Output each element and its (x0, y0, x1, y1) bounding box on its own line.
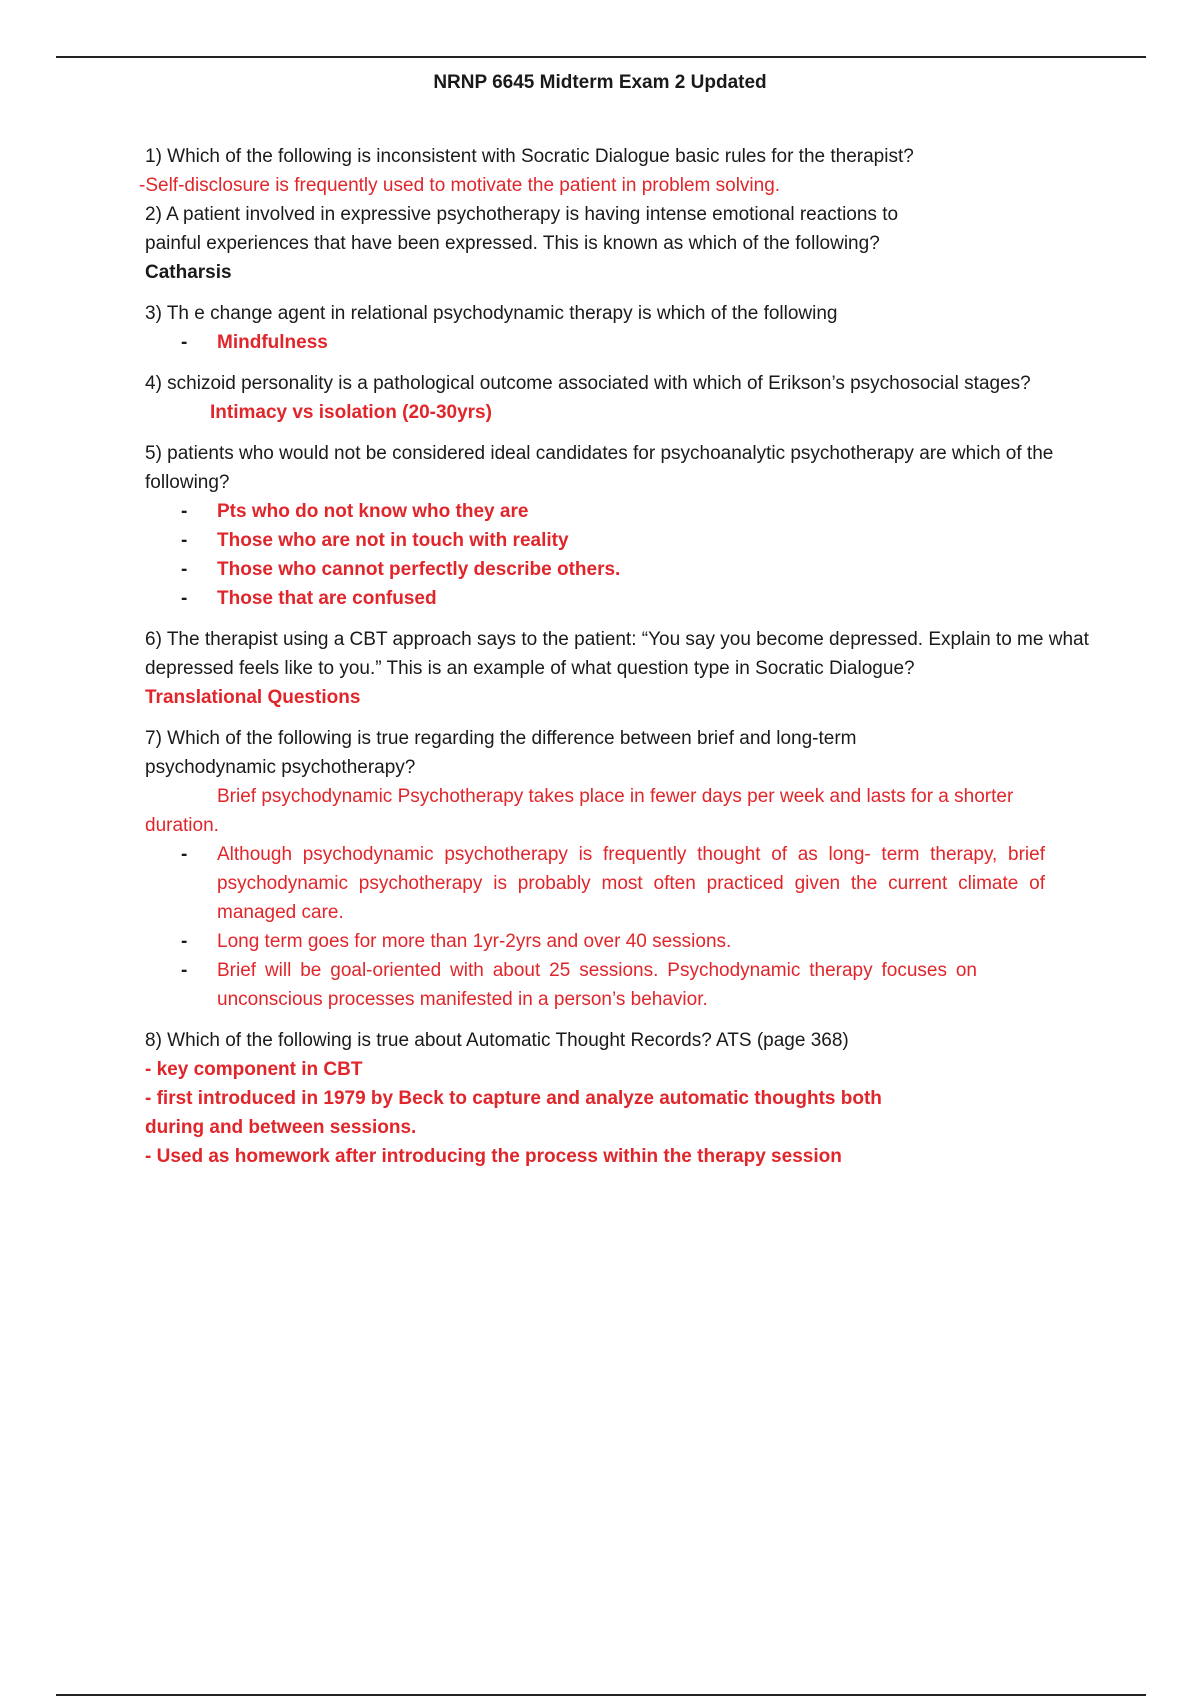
top-rule (56, 56, 1146, 58)
answer-7-lead: Brief psychodynamic Psychotherapy takes place in fewer days per week and lasts for a shorter duration. (145, 786, 1014, 836)
question-3: 3) Th e change agent in relational psychodynamic therapy is which of the following (145, 303, 838, 324)
question-4: 4) schizoid personality is a pathological outcome associated with which of Erikson’s psychosocial stages? (145, 373, 1031, 394)
answer-8-a: - key component in CBT (145, 1059, 363, 1080)
answer-1: -Self-disclosure is frequently used to motivate the patient in problem solving. (139, 175, 781, 196)
bottom-rule (56, 1694, 1146, 1696)
answer-list-3 (145, 328, 1090, 357)
list-item: - Pts who do not know who they are (145, 497, 1090, 526)
question-8: 8) Which of the following is true about Automatic Thought Records? ATS (page 368) (145, 1030, 849, 1051)
question-6: 6) The therapist using a CBT approach says to the patient: “You say you become depressed. Explain to me what depressed feels like to you.” This is an example of what question type in Socratic Dialogue? (145, 629, 1089, 679)
answer-6: Translational Questions (145, 687, 361, 708)
question-1: 1) Which of the following is inconsistent with Socratic Dialogue basic rules for the therapist? (145, 146, 914, 167)
answer-list-5 (145, 497, 1090, 613)
question-5: 5) patients who would not be considered ideal candidates for psychoanalytic psychotherapy are which of the following? (145, 443, 1054, 493)
list-item: - Although psychodynamic psychotherapy is frequently thought of as long- term therapy, brief psychodynamic psychotherapy is probably most often practiced given the current climate of managed care. (145, 840, 1045, 927)
list-item: - Brief will be goal-oriented with about 25 sessions. Psychodynamic therapy focuses on unconscious processes manifested in a person’s behavior. (145, 956, 977, 1014)
answer-list-7 (145, 840, 1045, 1014)
document-body (139, 142, 1090, 1171)
question-7: 7) Which of the following is true regarding the difference between brief and long-term psychodynamic psychotherapy? (145, 728, 857, 778)
list-item: - Those who cannot perfectly describe others. (145, 555, 1090, 584)
question-2: 2) A patient involved in expressive psychotherapy is having intense emotional reactions to painful experiences that have been expressed. This is known as which of the following? (145, 204, 899, 254)
answer-8-b: - first introduced in 1979 by Beck to capture and analyze automatic thoughts both during and between sessions. (145, 1088, 882, 1138)
list-item: - Those that are confused (145, 584, 1090, 613)
list-item: - Long term goes for more than 1yr-2yrs and over 40 sessions. (145, 927, 1045, 956)
answer-8-c: - Used as homework after introducing the process within the therapy session (145, 1146, 842, 1167)
list-item: - Mindfulness (145, 328, 1090, 357)
document-title: NRNP 6645 Midterm Exam 2 Updated (433, 72, 767, 93)
answer-4: Intimacy vs isolation (20-30yrs) (210, 402, 492, 423)
answer-2: Catharsis (145, 262, 232, 283)
list-item: - Those who are not in touch with reality (145, 526, 1090, 555)
